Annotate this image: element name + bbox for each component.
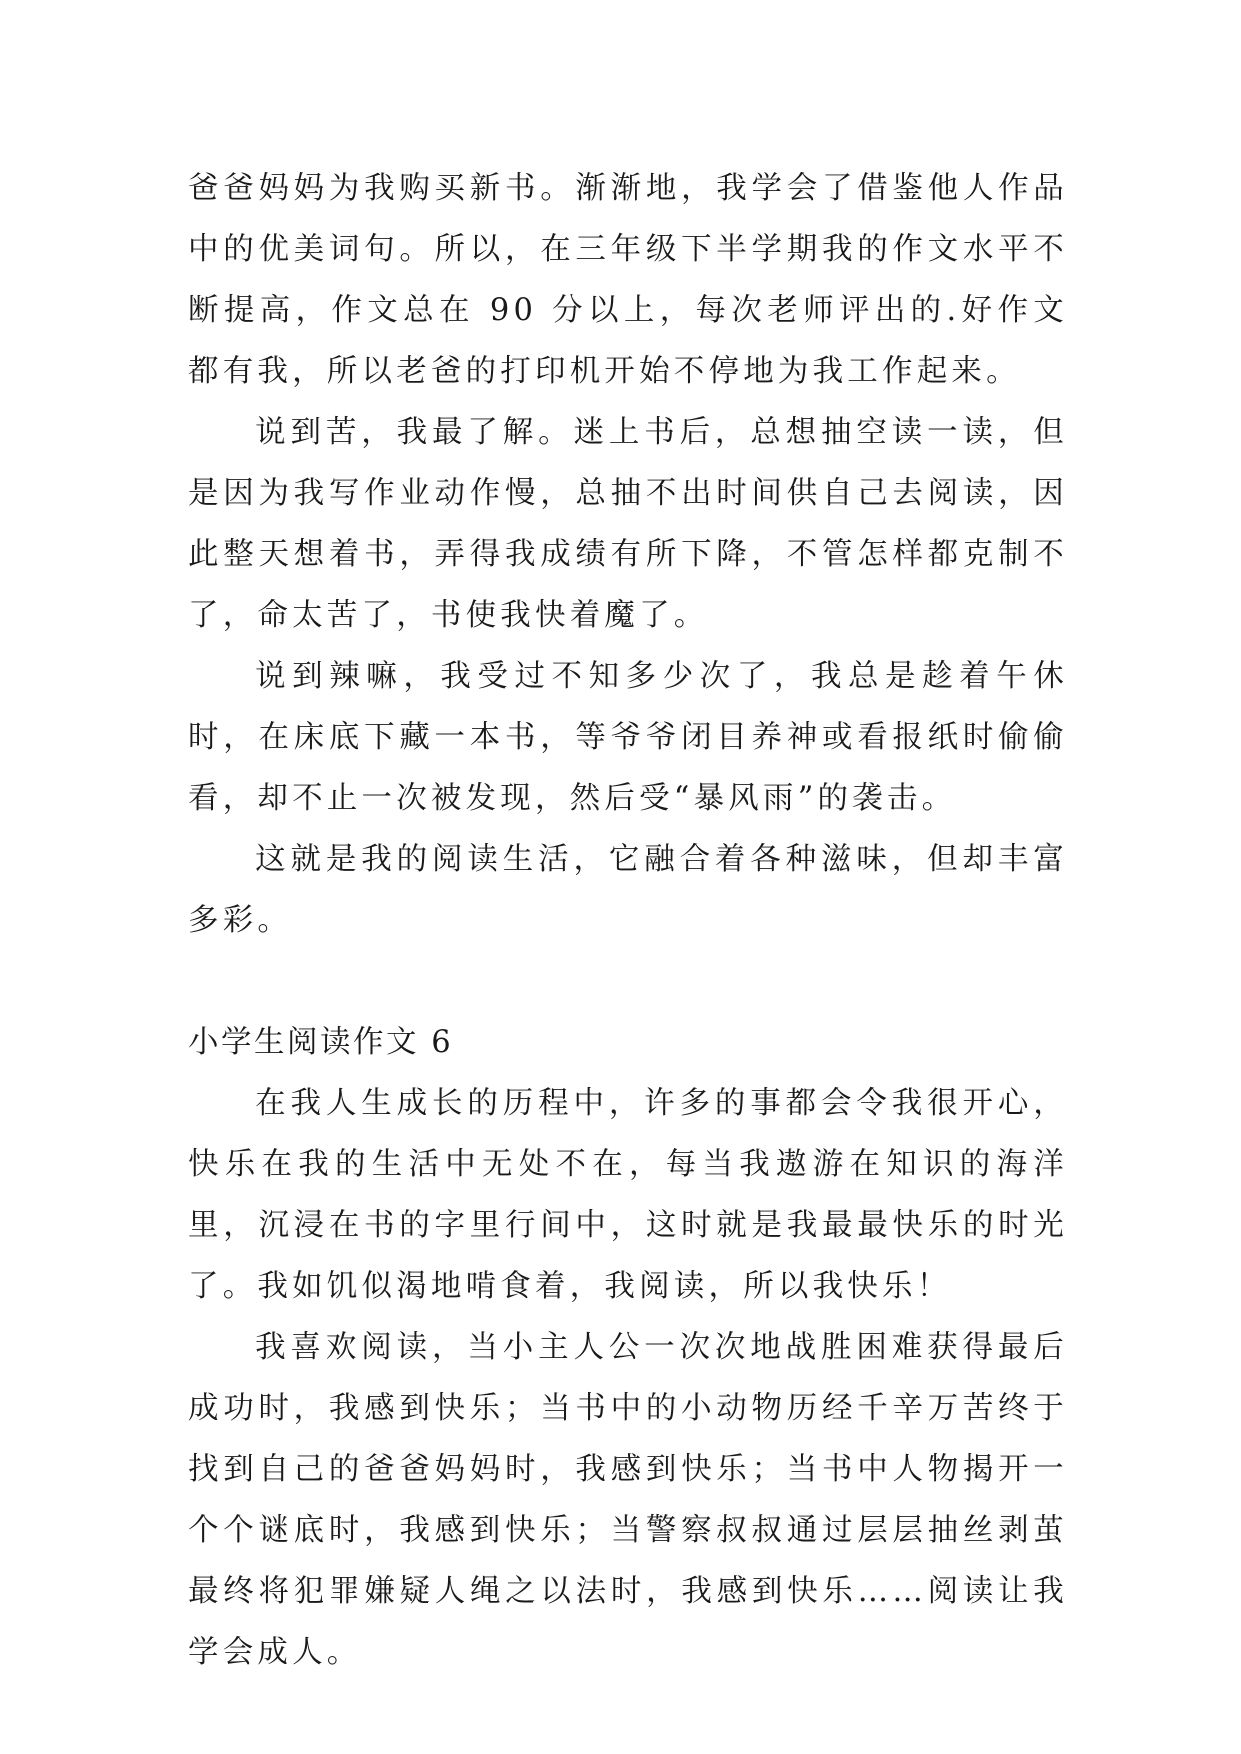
paragraph: 这就是我的阅读生活，它融合着各种滋味，但却丰富多彩。 xyxy=(188,842,1068,938)
document-body xyxy=(188,158,1068,1683)
paragraph: 说到苦，我最了解。迷上书后，总想抽空读一读，但是因为我写作业动作慢，总抽不出时间供自己去阅读，因此整天想着书，弄得我成绩有所下降，不管怎样都克制不了，命太苦了，书使我快着魔了。 xyxy=(188,415,1068,633)
paragraph: 我喜欢阅读，当小主人公一次次地战胜困难获得最后成功时，我感到快乐；当书中的小动物历经千辛万苦终于找到自己的爸爸妈妈时，我感到快乐；当书中人物揭开一个个谜底时，我感到快乐；当警察叔叔通过层层抽丝剥茧最终将犯罪嫌疑人绳之以法时，我感到快乐……阅读让我学会成人。 xyxy=(188,1330,1068,1670)
section-title: 小学生阅读作文 6 xyxy=(188,1025,454,1060)
paragraph: 在我人生成长的历程中，许多的事都会令我很开心，快乐在我的生活中无处不在，每当我遨游在知识的海洋里，沉浸在书的字里行间中，这时就是我最最快乐的时光了。我如饥似渴地啃食着，我阅读，所以我快乐！ xyxy=(188,1086,1068,1304)
paragraph: 爸爸妈妈为我购买新书。渐渐地，我学会了借鉴他人作品中的优美词句。所以，在三年级下半学期我的作文水平不断提高，作文总在 90 分以上，每次老师评出的.好作文都有我，所以老爸的打印机开始不停地为我工作起来。 xyxy=(188,171,1068,389)
paragraph: 说到辣嘛，我受过不知多少次了，我总是趁着午休时，在床底下藏一本书，等爷爷闭目养神或看报纸时偷偷看，却不止一次被发现，然后受“暴风雨”的袭击。 xyxy=(188,659,1068,816)
